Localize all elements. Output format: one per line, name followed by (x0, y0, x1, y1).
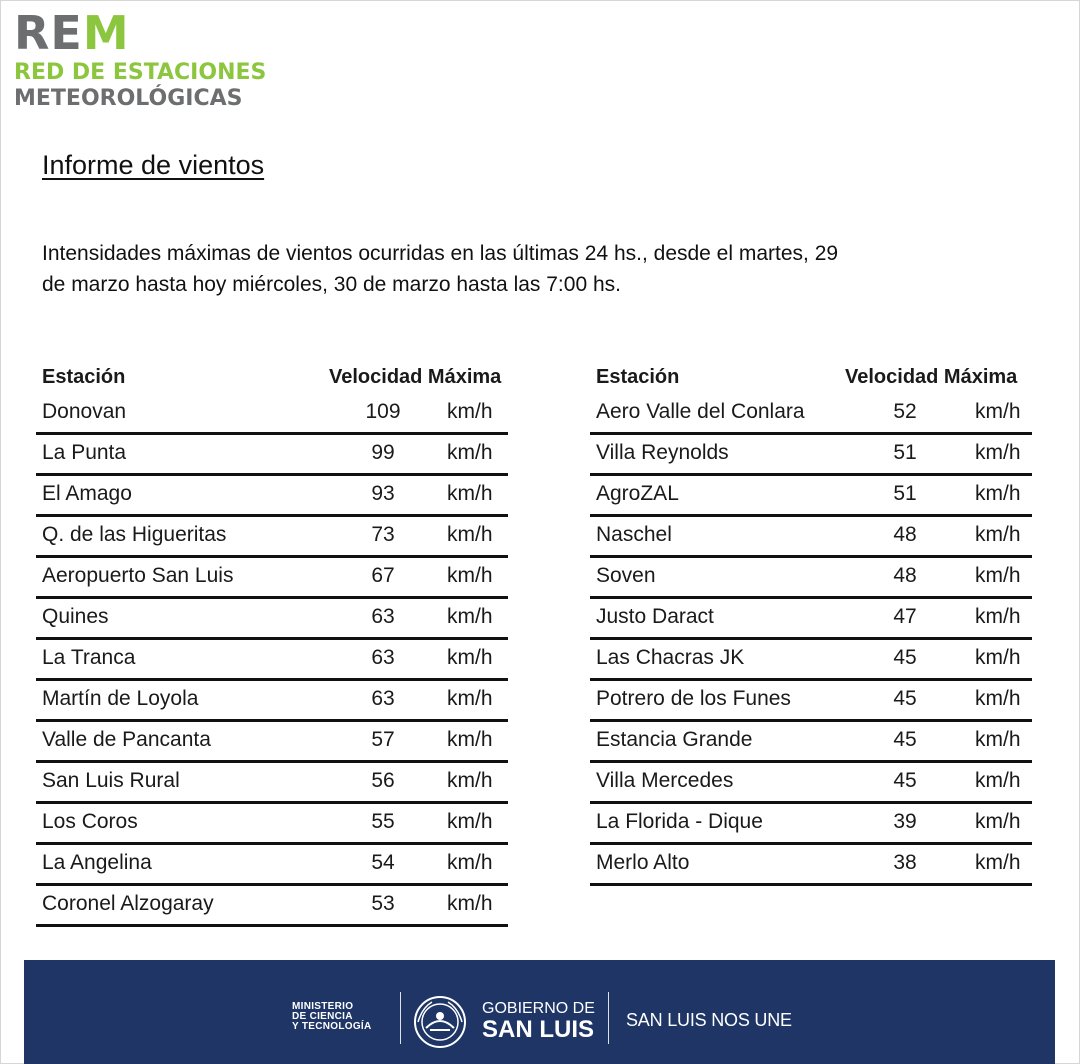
max-speed-value: 38 (893, 851, 917, 874)
station-name: Valle de Pancanta (42, 728, 211, 751)
table-row (590, 435, 1032, 476)
speed-unit: km/h (975, 523, 1021, 546)
max-speed-value: 63 (371, 687, 395, 710)
max-speed-value: 67 (371, 564, 395, 587)
station-name: Villa Reynolds (596, 441, 729, 464)
station-name: Justo Daract (596, 605, 714, 628)
max-speed-value: 45 (893, 687, 917, 710)
footer-banner (24, 960, 1055, 1064)
header-station: Estación (596, 366, 680, 388)
rem-logo-mark (14, 8, 266, 58)
speed-unit: km/h (447, 482, 493, 505)
table-row (590, 804, 1032, 845)
table-row (36, 804, 508, 845)
table-row (590, 681, 1032, 722)
max-speed-value: 93 (371, 482, 395, 505)
table-header (590, 364, 1032, 394)
table-row (36, 681, 508, 722)
max-speed-value: 51 (893, 482, 917, 505)
speed-unit: km/h (975, 769, 1021, 792)
page-title: Informe de vientos (42, 150, 265, 180)
table-row (36, 886, 508, 927)
speed-unit: km/h (975, 687, 1021, 710)
footer-divider (608, 992, 609, 1044)
header-speed: Velocidad Máxima (845, 366, 1018, 388)
station-name: Las Chacras JK (596, 646, 745, 669)
station-name: Naschel (596, 523, 672, 546)
station-name: AgroZAL (596, 482, 679, 505)
gobierno-line-1: GOBIERNO DE (482, 1000, 595, 1017)
speed-unit: km/h (447, 564, 493, 587)
speed-unit: km/h (975, 646, 1021, 669)
table-row (36, 476, 508, 517)
station-name: Merlo Alto (596, 851, 690, 874)
max-speed-value: 45 (893, 769, 917, 792)
speed-unit: km/h (447, 400, 493, 423)
table-row (590, 476, 1032, 517)
station-name: Quines (42, 605, 109, 628)
station-name: Aero Valle del Conlara (596, 400, 805, 423)
station-name: Los Coros (42, 810, 138, 833)
speed-unit: km/h (447, 523, 493, 546)
station-name: Aeropuerto San Luis (42, 564, 234, 587)
speed-unit: km/h (975, 810, 1021, 833)
table-row (590, 394, 1032, 435)
station-name: Q. de las Higueritas (42, 523, 227, 546)
station-name: La Tranca (42, 646, 136, 669)
footer-divider (400, 992, 401, 1044)
station-name: San Luis Rural (42, 769, 180, 792)
gobierno-logo (482, 1000, 595, 1042)
station-name: Estancia Grande (596, 728, 753, 751)
max-speed-value: 51 (893, 441, 917, 464)
footer-slogan: SAN LUIS NOS UNE (626, 1010, 792, 1030)
station-name: Potrero de los Funes (596, 687, 791, 710)
table-row (590, 640, 1032, 681)
max-speed-value: 73 (371, 523, 395, 546)
table-row (590, 845, 1032, 886)
speed-unit: km/h (447, 810, 493, 833)
max-speed-value: 56 (371, 769, 395, 792)
table-row (590, 517, 1032, 558)
table-row (36, 558, 508, 599)
speed-unit: km/h (975, 564, 1021, 587)
rem-logo (14, 8, 266, 112)
max-speed-value: 57 (371, 728, 395, 751)
max-speed-value: 63 (371, 605, 395, 628)
max-speed-value: 39 (893, 810, 917, 833)
table-row (36, 722, 508, 763)
max-speed-value: 45 (893, 728, 917, 751)
table-row (36, 394, 508, 435)
station-name: La Florida - Dique (596, 810, 763, 833)
logo-re: RE (14, 6, 83, 60)
logo-line-2: METEOROLÓGICAS (14, 86, 243, 111)
speed-unit: km/h (447, 646, 493, 669)
max-speed-value: 109 (365, 400, 401, 423)
intro-text (42, 238, 1002, 300)
max-speed-value: 54 (371, 851, 395, 874)
speed-unit: km/h (447, 605, 493, 628)
speed-unit: km/h (975, 482, 1021, 505)
max-speed-value: 52 (893, 400, 917, 423)
header-station: Estación (42, 366, 126, 388)
max-speed-value: 48 (893, 564, 917, 587)
max-speed-value: 45 (893, 646, 917, 669)
ministerio-line-1: MINISTERIO (292, 1001, 354, 1012)
speed-unit: km/h (447, 769, 493, 792)
speed-unit: km/h (447, 728, 493, 751)
max-speed-value: 53 (371, 892, 395, 915)
speed-unit: km/h (447, 892, 493, 915)
speed-unit: km/h (975, 728, 1021, 751)
station-name: Martín de Loyola (42, 687, 199, 710)
wind-table-left (36, 364, 508, 927)
table-row (36, 517, 508, 558)
intro-line-2: de marzo hasta hoy miércoles, 30 de marzo hasta las 7:00 hs. (42, 273, 621, 296)
ministerio-logo (292, 1002, 372, 1032)
station-name: Donovan (42, 400, 127, 423)
table-row (590, 763, 1032, 804)
speed-unit: km/h (975, 441, 1021, 464)
gobierno-line-2: SAN LUIS (482, 1016, 595, 1043)
logo-line-1: RED DE ESTACIONES (14, 60, 267, 85)
station-name: Villa Mercedes (596, 769, 734, 792)
max-speed-value: 48 (893, 523, 917, 546)
speed-unit: km/h (447, 851, 493, 874)
table-row (590, 599, 1032, 640)
max-speed-value: 99 (371, 441, 395, 464)
table-body (590, 394, 1032, 886)
station-name: Soven (596, 564, 656, 587)
ministerio-line-3: Y TECNOLOGÍA (292, 1021, 372, 1032)
table-row (36, 640, 508, 681)
table-body (36, 394, 508, 927)
table-row (36, 599, 508, 640)
station-name: La Punta (42, 441, 127, 464)
provincial-seal-icon (412, 994, 468, 1050)
intro-line-1: Intensidades máximas de vientos ocurridas en las últimas 24 hs., desde el martes, 29 (42, 242, 839, 265)
table-row (36, 435, 508, 476)
table-header (36, 364, 508, 394)
wind-table-right (590, 364, 1032, 886)
station-name: La Angelina (42, 851, 152, 874)
speed-unit: km/h (975, 400, 1021, 423)
speed-unit: km/h (975, 605, 1021, 628)
table-row (36, 845, 508, 886)
header-speed: Velocidad Máxima (329, 366, 502, 388)
speed-unit: km/h (447, 441, 493, 464)
table-row (590, 558, 1032, 599)
ministerio-line-2: DE CIENCIA (292, 1011, 353, 1022)
station-name: El Amago (42, 482, 132, 505)
logo-m: M (82, 6, 130, 60)
max-speed-value: 47 (893, 605, 917, 628)
speed-unit: km/h (447, 687, 493, 710)
station-name: Coronel Alzogaray (42, 892, 214, 915)
speed-unit: km/h (975, 851, 1021, 874)
table-row (590, 722, 1032, 763)
max-speed-value: 63 (371, 646, 395, 669)
table-row (36, 763, 508, 804)
max-speed-value: 55 (371, 810, 395, 833)
